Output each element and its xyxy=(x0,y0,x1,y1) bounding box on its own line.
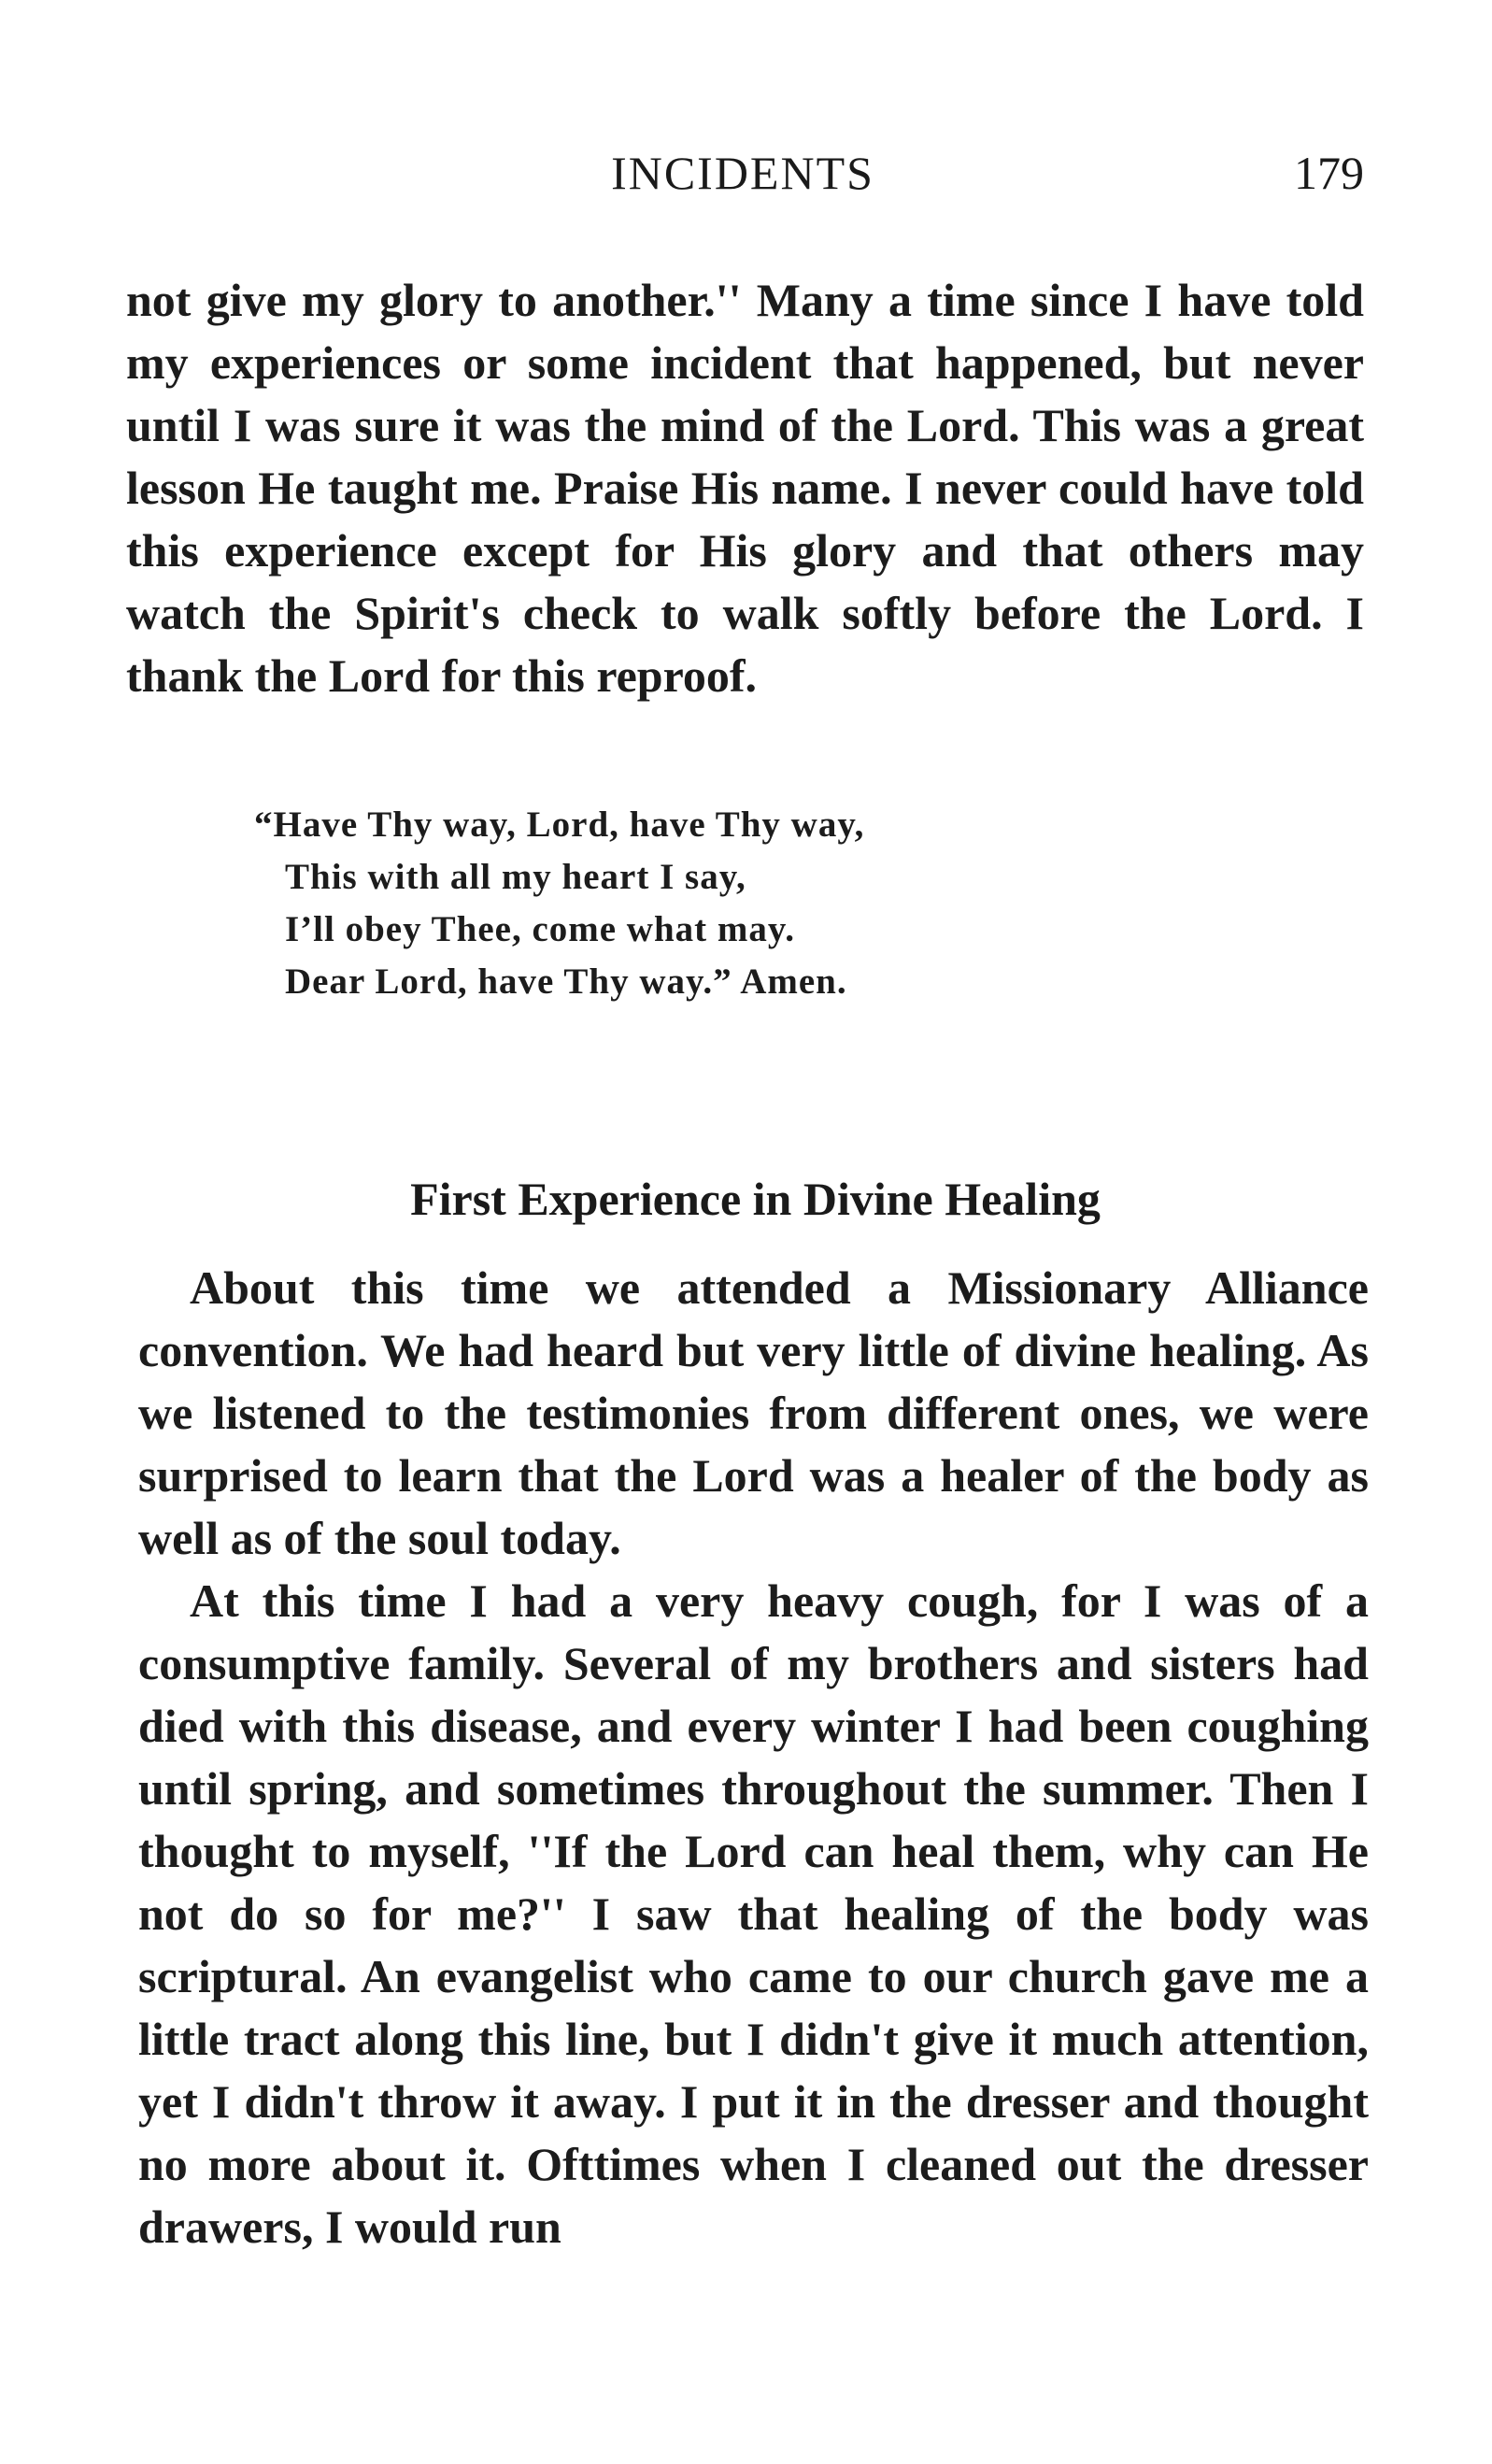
running-header xyxy=(121,140,1364,206)
verse-line-2: This with all my heart I say, xyxy=(285,857,746,897)
hymn-verse xyxy=(254,799,1095,1008)
verse-line-4: Dear Lord, have Thy way.” Amen. xyxy=(285,961,847,1002)
opening-text-block xyxy=(126,269,1364,707)
section-paragraph-2: At this time I had a very heavy cough, for I was of a consumptive family. Several of my brothers and sisters had died with this disease, and every winter I had been coughing until spring, and sometimes throughout the summer. Then I thought to myself, ''If the Lord can heal them, why can He not do so for me?'' I saw that healing of the body was scriptural. An evangelist who came to our church gave me a little tract along this line, but I didn't give it much attention, yet I didn't throw it away. I put it in the dresser and thought no more about it. Ofttimes when I cleaned out the dresser drawers, I would run xyxy=(138,1574,1369,2253)
section-body xyxy=(138,1257,1369,2258)
page-number: 179 xyxy=(1294,147,1364,199)
section-heading: First Experience in Divine Healing xyxy=(410,1173,1101,1225)
section-paragraph-1: About this time we attended a Missionary Alliance convention. We had heard but very little of divine healing. As we listened to the testimonies from different ones, we were surprised to learn that the Lord was a healer of the body as well as of the soul today. xyxy=(138,1261,1369,1564)
opening-paragraph: not give my glory to another.'' Many a time since I have told my experiences or some incident that happened, but never until I was sure it was the mind of the Lord. This was a great lesson He taught me. Praise His name. I never could have told this experience except for His glory and that others may watch the Spirit's check to walk softly before the Lord. I thank the Lord for this reproof. xyxy=(126,274,1364,702)
running-title: INCIDENTS xyxy=(611,147,874,199)
verse-line-1: “Have Thy way, Lord, have Thy way, xyxy=(254,805,865,845)
verse-line-3: I’ll obey Thee, come what may. xyxy=(285,909,795,949)
